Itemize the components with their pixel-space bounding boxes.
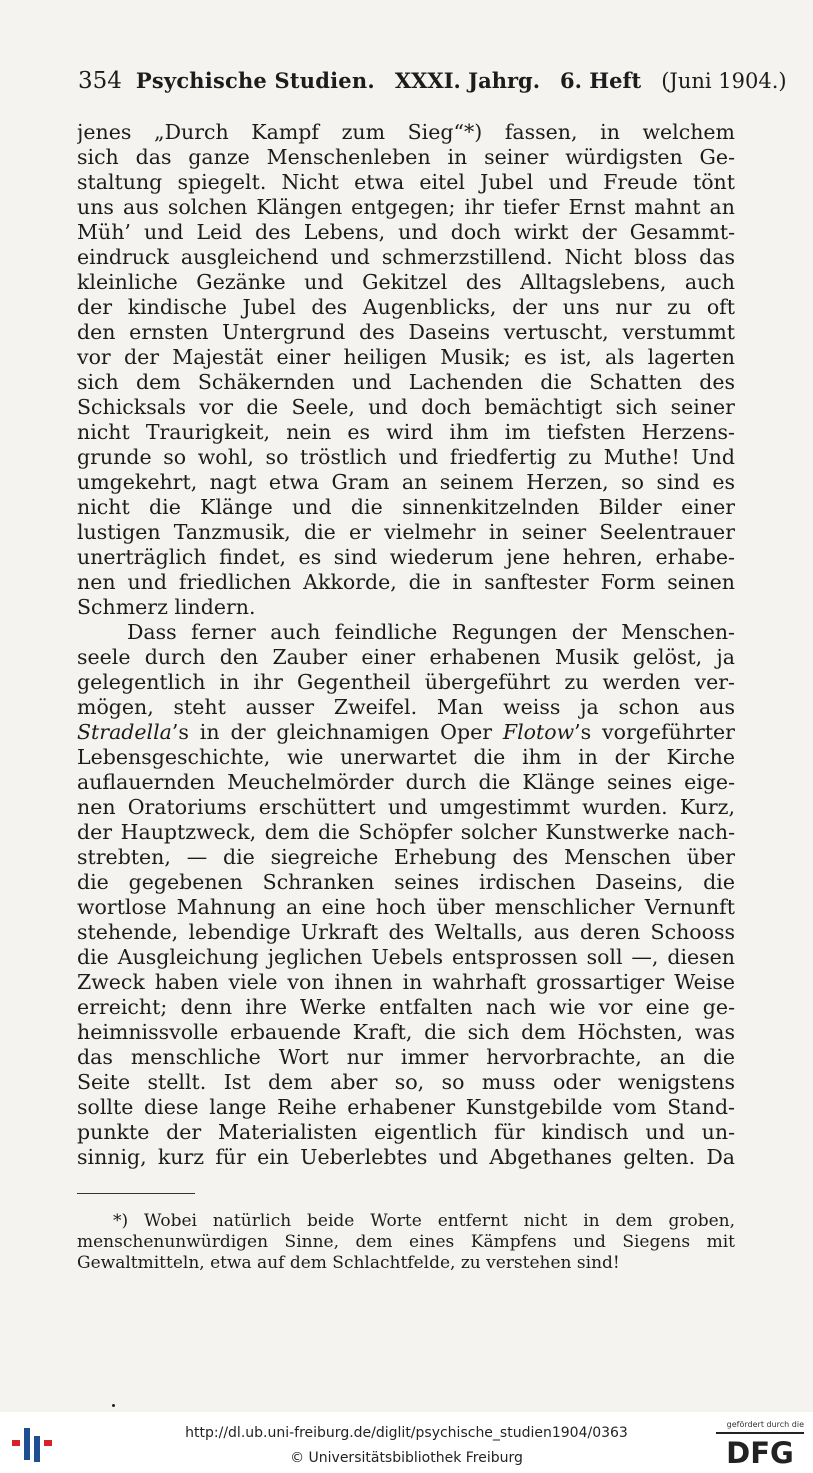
- text-line: sollte diese lange Reihe erhabener Kunstgebilde vom Stand-: [77, 1095, 735, 1119]
- text-line: mögen, steht ausser Zweifel. Man weiss ja schon aus: [77, 695, 735, 719]
- text-line: nen Oratoriums erschüttert und umgestimmt wurden. Kurz,: [77, 795, 735, 819]
- dfg-logo: [716, 1420, 804, 1470]
- text-line: Lebensgeschichte, wie unerwartet die ihm in der Kirche: [77, 745, 735, 769]
- text-line: vor der Majestät einer heiligen Musik; es ist, als lagerten: [77, 345, 735, 369]
- text-line: die Ausgleichung jeglichen Uebels entsprossen soll —, diesen: [77, 945, 735, 969]
- footnote-line: Gewaltmitteln, etwa auf dem Schlachtfelde, zu verstehen sind!: [77, 1253, 620, 1273]
- copyright-notice: © Universitätsbibliothek Freiburg: [290, 1450, 523, 1466]
- issue-date: (Juni 1904.): [661, 69, 787, 93]
- text-line: grunde so wohl, so tröstlich und friedfertig zu Muthe! Und: [77, 445, 735, 469]
- dfg-caption: gefördert durch die: [726, 1420, 804, 1429]
- text-line: lustigen Tanzmusik, die er vielmehr in seiner Seelentrauer: [77, 520, 735, 544]
- text-line: der Hauptzweck, dem die Schöpfer solcher Kunstwerke nach-: [77, 820, 735, 844]
- scan-speck: [112, 1404, 115, 1407]
- text-line: sich das ganze Menschenleben in seiner würdigsten Ge-: [77, 145, 735, 169]
- text-line: gelegentlich in ihr Gegentheil übergeführt zu werden ver-: [77, 670, 735, 694]
- viewer-footer: [0, 1412, 813, 1473]
- text-line: den ernsten Untergrund des Daseins vertuscht, verstummt: [77, 320, 735, 344]
- text-line: Schmerz lindern.: [77, 595, 256, 619]
- text-line: punkte der Materialisten eigentlich für kindisch und un-: [77, 1120, 735, 1144]
- text-line: die gegebenen Schranken seines irdischen Daseins, die: [77, 870, 735, 894]
- footnote-line: *) Wobei natürlich beide Worte entfernt nicht in dem groben,: [113, 1211, 735, 1231]
- text-line: kleinliche Gezänke und Gekitzel des Alltagslebens, auch: [77, 270, 735, 294]
- text-line: nicht Traurigkeit, nein es wird ihm im tiefsten Herzens-: [77, 420, 735, 444]
- page-number: 354: [78, 68, 122, 94]
- text-line: uns aus solchen Klängen entgegen; ihr tiefer Ernst mahnt an: [77, 195, 735, 219]
- running-header: [78, 68, 787, 94]
- text-line: Dass ferner auch feindliche Regungen der Menschen-: [127, 620, 735, 644]
- text-line: Zweck haben viele von ihnen in wahrhaft grossartiger Weise: [77, 970, 735, 994]
- text-line: eindruck ausgleichend und schmerzstillend. Nicht bloss das: [77, 245, 735, 269]
- text-line: heimnissvolle erbauende Kraft, die sich dem Höchsten, was: [77, 1020, 735, 1044]
- text-line: seele durch den Zauber einer erhabenen Musik gelöst, ja: [77, 645, 735, 669]
- text-line: Stradella’s in der gleichnamigen Oper Flotow’s vorgeführter: [77, 720, 735, 744]
- text-line: staltung spiegelt. Nicht etwa eitel Jubel und Freude tönt: [77, 170, 735, 194]
- text-line: sinnig, kurz für ein Ueberlebtes und Abgethanes gelten. Da: [77, 1145, 735, 1169]
- issue-label: 6. Heft: [560, 68, 642, 93]
- text-line: Müh’ und Leid des Lebens, und doch wirkt der Gesammt-: [77, 220, 735, 244]
- text-line: auflauernden Meuchelmörder durch die Klänge seines eige-: [77, 770, 735, 794]
- text-line: wortlose Mahnung an eine hoch über menschlicher Vernunft: [77, 895, 735, 919]
- volume-label: XXXI. Jahrg.: [394, 68, 541, 93]
- text-line: sich dem Schäkernden und Lachenden die Schatten des: [77, 370, 735, 394]
- text-line: nen und friedlichen Akkorde, die in sanftester Form seinen: [77, 570, 735, 594]
- footnote: [77, 1211, 735, 1274]
- text-line: strebten, — die siegreiche Erhebung des Menschen über: [77, 845, 735, 869]
- text-line: Seite stellt. Ist dem aber so, so muss oder wenigstens: [77, 1070, 735, 1094]
- text-line: erreicht; denn ihre Werke entfalten nach wie vor eine ge-: [77, 995, 735, 1019]
- svg-text:DFG: DFG: [726, 1436, 794, 1466]
- text-line: das menschliche Wort nur immer hervorbrachte, an die: [77, 1045, 735, 1069]
- footnote-rule: [77, 1193, 195, 1194]
- source-url[interactable]: http://dl.ub.uni-freiburg.de/diglit/psychische_studien1904/0363: [185, 1425, 628, 1441]
- text-line: unerträglich findet, es sind wiederum jene hehren, erhabe-: [77, 545, 735, 569]
- main-text: [77, 120, 735, 1170]
- text-line: stehende, lebendige Urkraft des Weltalls, aus deren Schooss: [77, 920, 735, 944]
- text-line: nicht die Klänge und die sinnenkitzelnden Bilder einer: [77, 495, 735, 519]
- footnote-line: menschenunwürdigen Sinne, dem eines Kämpfens und Siegens mit: [77, 1232, 735, 1252]
- journal-title: Psychische Studien.: [135, 68, 375, 93]
- dfg-logo-icon: [716, 1430, 804, 1466]
- text-line: umgekehrt, nagt etwa Gram an seinem Herzen, so sind es: [77, 470, 735, 494]
- text-line: der kindische Jubel des Augenblicks, der uns nur zu oft: [77, 295, 735, 319]
- text-line: jenes „Durch Kampf zum Sieg“*) fassen, in welchem: [77, 120, 735, 144]
- text-line: Schicksals vor die Seele, und doch bemächtigt sich seiner: [77, 395, 735, 419]
